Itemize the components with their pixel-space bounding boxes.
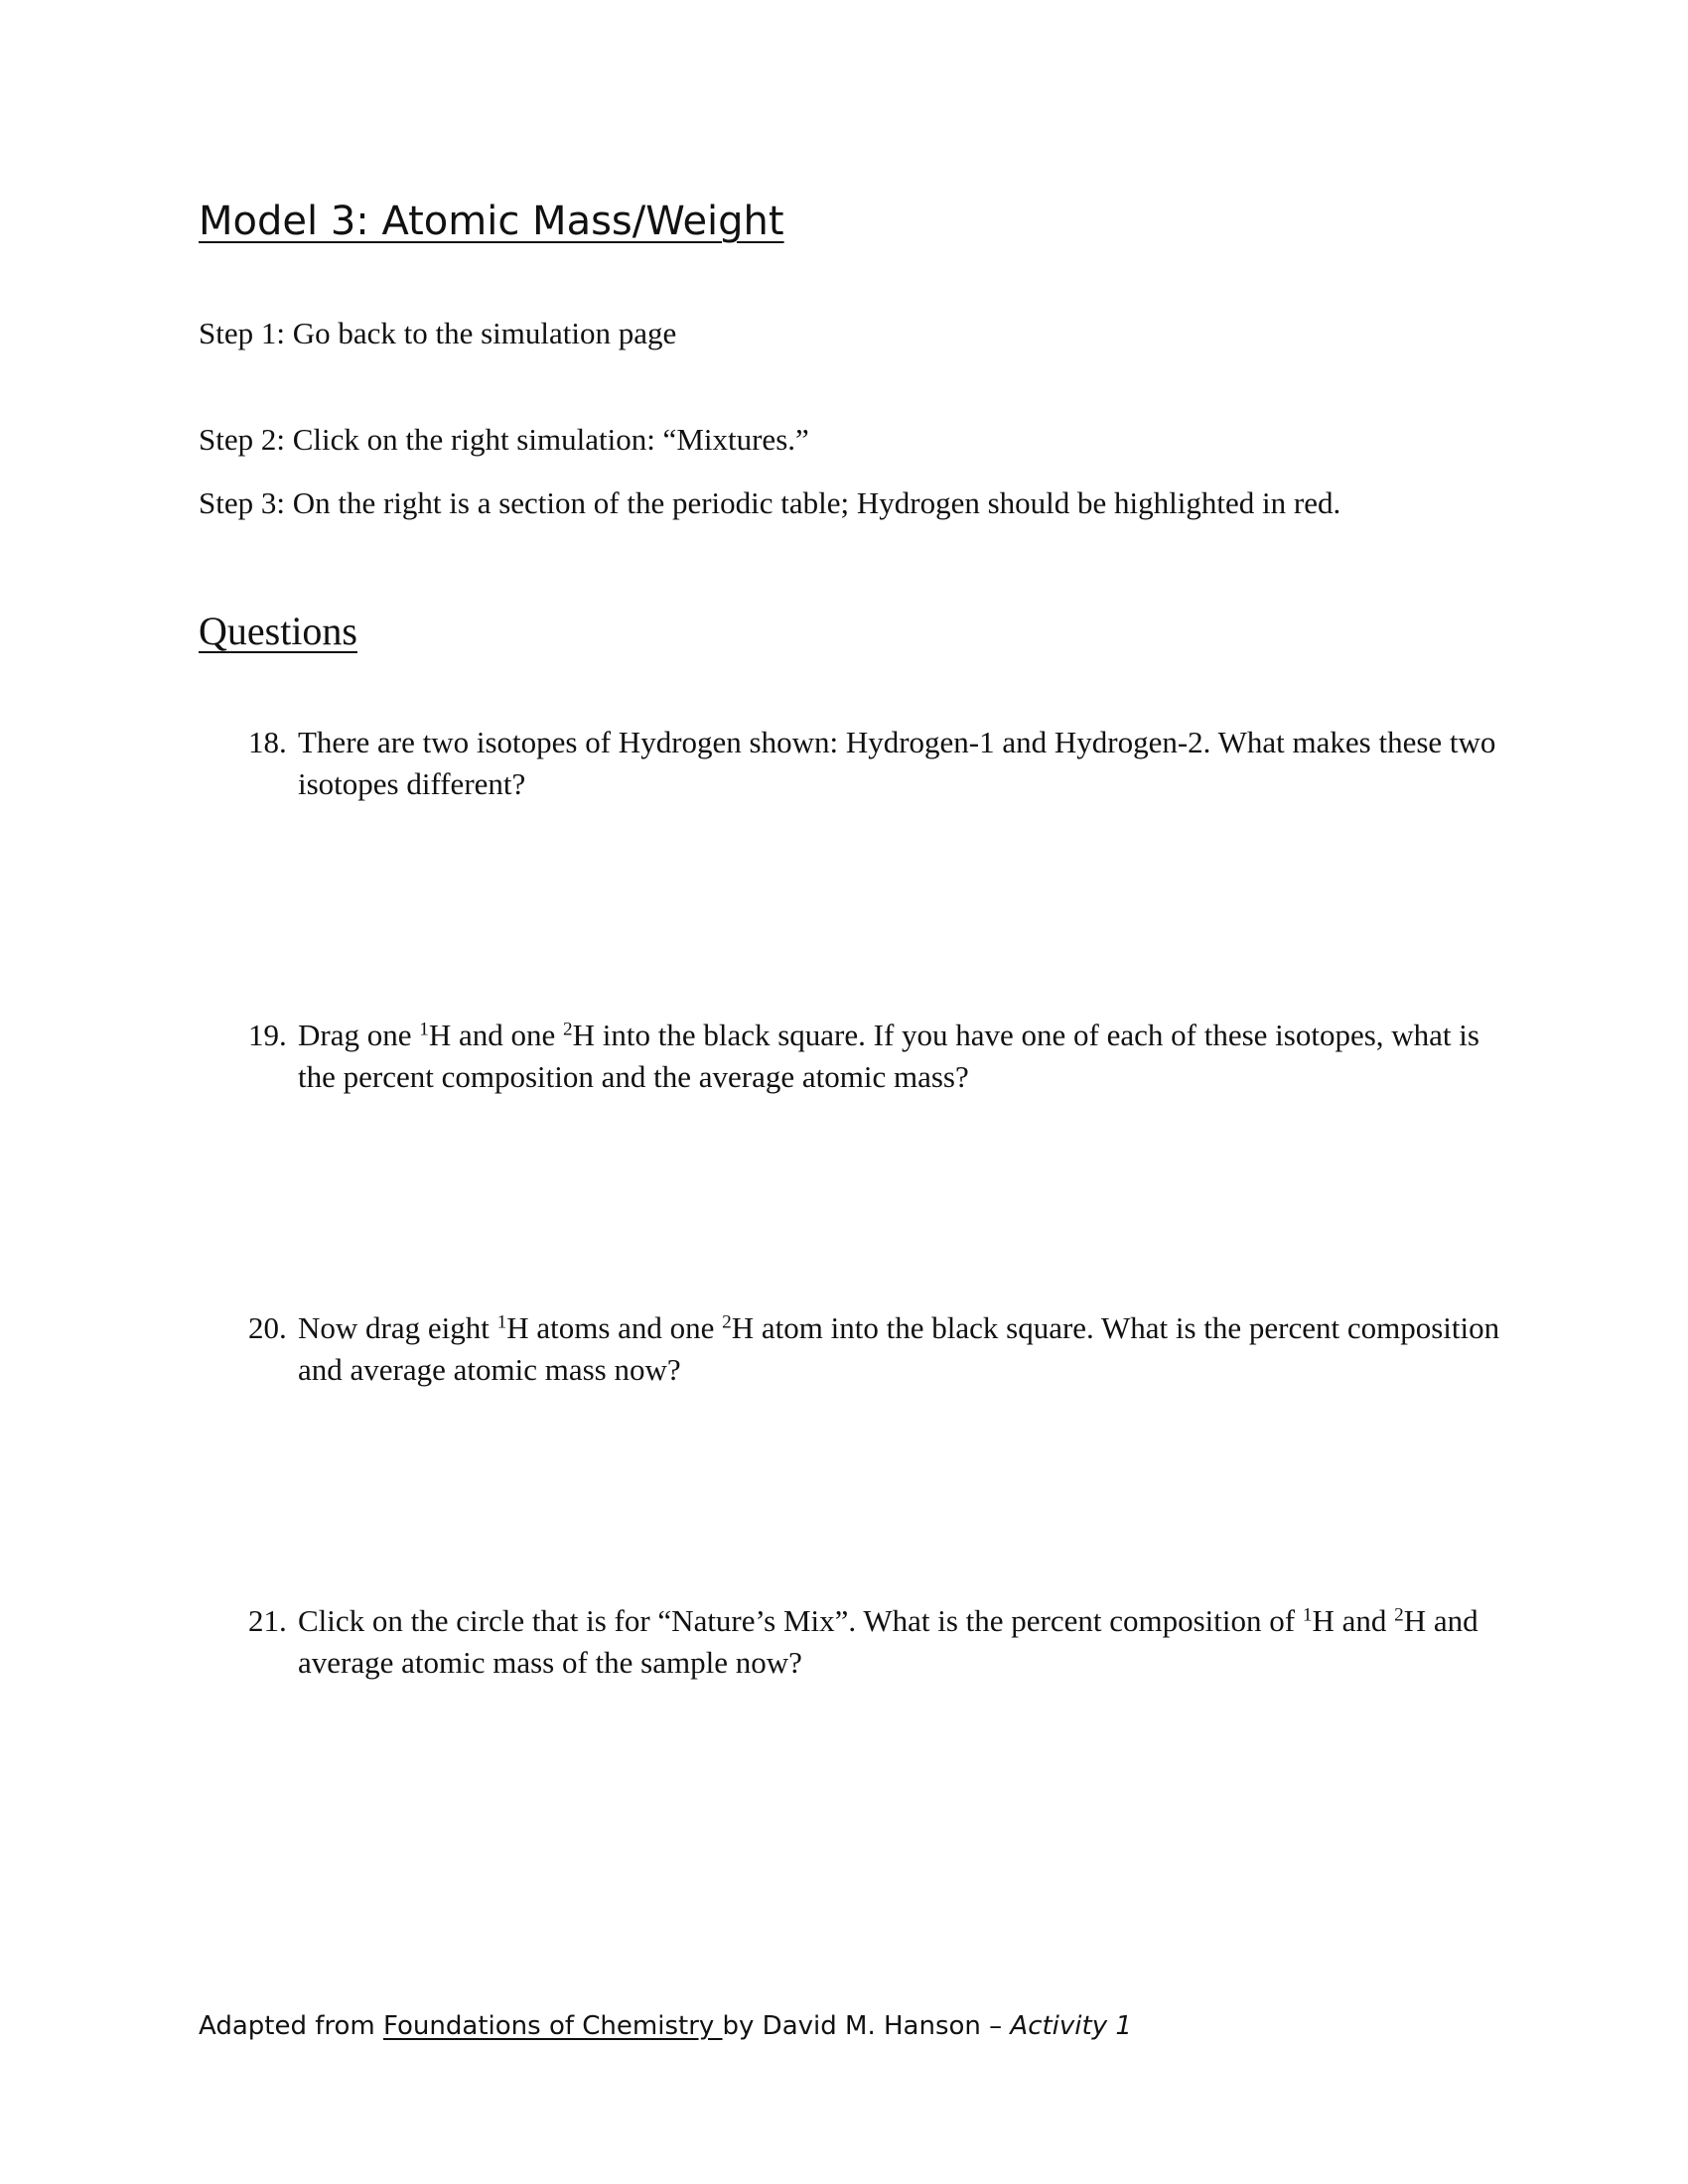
isotope-superscript: 1: [496, 1311, 507, 1333]
step-1: Step 1: Go back to the simulation page: [199, 316, 677, 350]
text-part: H and: [1312, 1603, 1395, 1638]
question-20: [248, 1307, 1519, 1391]
question-21: [248, 1600, 1519, 1684]
footer-activity: Activity 1: [1010, 2011, 1132, 2041]
isotope-superscript: 1: [419, 1019, 429, 1040]
footer-attribution: [199, 2011, 1132, 2041]
question-text: [298, 1015, 1519, 1098]
text-part: H and one: [428, 1018, 563, 1052]
step-2: Step 2: Click on the right simulation: “Mixtures.”: [199, 422, 809, 457]
question-text: There are two isotopes of Hydrogen shown: Hydrogen-1 and Hydrogen-2. What makes these two isotopes different?: [298, 725, 1496, 801]
text-part: Drag one: [298, 1018, 420, 1052]
question-number: 20.: [248, 1310, 287, 1345]
text-part: H atom into the black square. What is the percent composition and average atomic mass now?: [298, 1310, 1500, 1387]
isotope-superscript: 1: [1302, 1604, 1313, 1626]
question-number: 19.: [248, 1018, 287, 1052]
text-part: H into the black square. If you have one of each of these isotopes, what is the percent composition and the average atomic mass?: [298, 1018, 1479, 1094]
footer-author: by David M. Hanson –: [722, 2011, 1011, 2041]
footer-book-title: Foundations of Chemistry: [383, 2011, 723, 2041]
model-title: Model 3: Atomic Mass/Weight: [199, 199, 784, 244]
isotope-superscript: 2: [563, 1019, 573, 1040]
question-18: [248, 722, 1519, 805]
questions-heading: Questions: [199, 609, 357, 653]
text-part: H atoms and one: [506, 1310, 723, 1345]
isotope-superscript: 2: [722, 1311, 732, 1333]
question-text: [298, 1600, 1519, 1684]
question-text: [298, 1307, 1519, 1391]
text-part: Now drag eight: [298, 1310, 497, 1345]
question-number: 18.: [248, 725, 287, 759]
question-number: 21.: [248, 1603, 287, 1638]
isotope-superscript: 2: [1394, 1604, 1404, 1626]
text-part: Click on the circle that is for “Nature’s Mix”. What is the percent composition of: [298, 1603, 1303, 1638]
footer-prefix: Adapted from: [199, 2011, 383, 2041]
question-19: [248, 1015, 1519, 1098]
step-3: Step 3: On the right is a section of the periodic table; Hydrogen should be highlighted in red.: [199, 485, 1341, 520]
text-part: H and average atomic mass of the sample now?: [298, 1603, 1478, 1680]
